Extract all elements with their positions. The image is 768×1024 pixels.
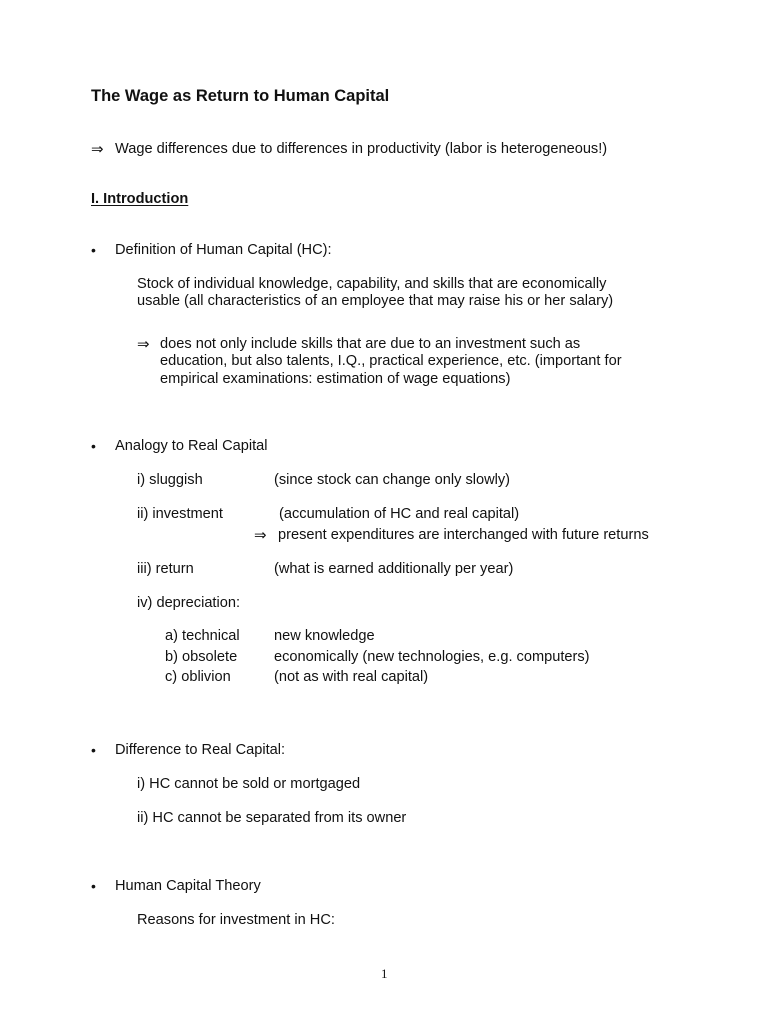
depreciation-desc: new knowledge: [274, 628, 375, 644]
definition-note-line: education, but also talents, I.Q., practical experience, etc. (important for: [160, 353, 622, 369]
depreciation-label: a) technical: [165, 628, 240, 644]
analogy-item-label: iv) depreciation:: [137, 595, 241, 611]
bullet-icon: •: [91, 878, 96, 894]
analogy-item-label: i) sluggish: [137, 472, 203, 488]
theory-label: Human Capital Theory: [115, 878, 261, 894]
section-heading: I. Introduction: [91, 191, 189, 207]
bullet-icon: •: [91, 438, 96, 454]
bullet-icon: •: [91, 242, 96, 258]
difference-item: ii) HC cannot be separated from its owner: [137, 810, 407, 826]
definition-body-line: Stock of individual knowledge, capability, and skills that are economically: [137, 276, 607, 292]
depreciation-label: b) obsolete: [165, 649, 238, 665]
definition-note-line: does not only include skills that are due to an investment such as: [160, 336, 581, 352]
analogy-item-desc: (accumulation of HC and real capital): [279, 506, 520, 522]
page-title: The Wage as Return to Human Capital: [91, 87, 390, 105]
summary-text: Wage differences due to differences in productivity (labor is heterogeneous!): [115, 141, 608, 157]
definition-note-arrow-icon: ⇒: [137, 335, 150, 353]
analogy-item-label: ii) investment: [137, 506, 223, 522]
bullet-icon: •: [91, 742, 96, 758]
depreciation-desc: (not as with real capital): [274, 669, 429, 685]
analogy-item-desc: (since stock can change only slowly): [274, 472, 511, 488]
analogy-item-label: iii) return: [137, 561, 194, 577]
analogy-label: Analogy to Real Capital: [115, 438, 268, 454]
definition-label: Definition of Human Capital (HC):: [115, 242, 332, 258]
depreciation-label: c) oblivion: [165, 669, 231, 685]
page-number: 1: [381, 966, 388, 981]
investment-note: present expenditures are interchanged with future returns: [278, 527, 649, 543]
difference-label: Difference to Real Capital:: [115, 742, 286, 758]
investment-arrow-icon: ⇒: [254, 526, 267, 544]
depreciation-desc: economically (new technologies, e.g. computers): [274, 649, 590, 665]
theory-sub: Reasons for investment in HC:: [137, 912, 335, 928]
difference-item: i) HC cannot be sold or mortgaged: [137, 776, 361, 792]
summary-arrow-icon: ⇒: [91, 140, 104, 158]
definition-note-line: empirical examinations: estimation of wage equations): [160, 371, 511, 387]
analogy-item-desc: (what is earned additionally per year): [274, 561, 514, 577]
definition-body-line: usable (all characteristics of an employee that may raise his or her salary): [137, 293, 614, 309]
